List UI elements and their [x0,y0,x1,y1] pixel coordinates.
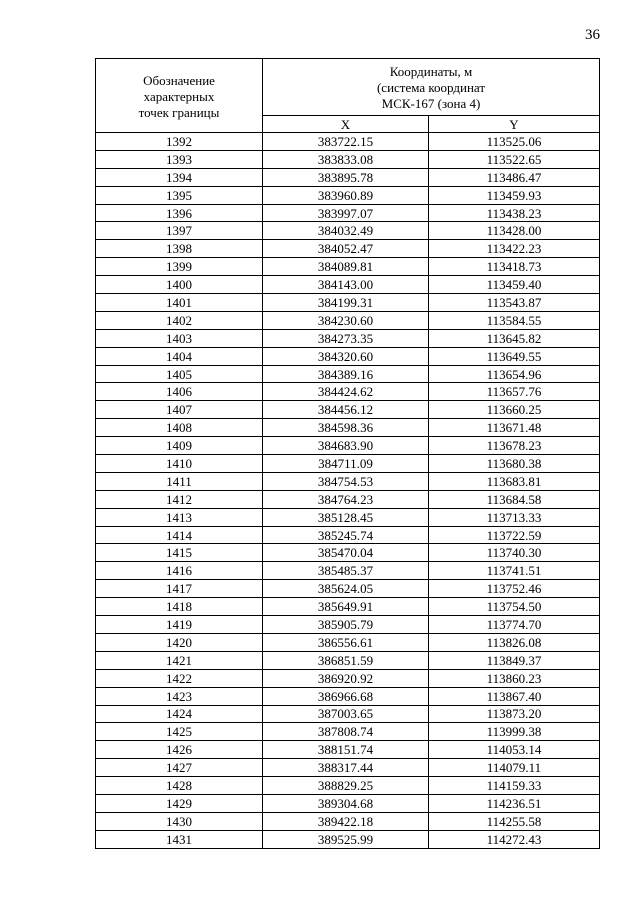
y-cell: 113754.50 [429,598,600,616]
y-cell: 113684.58 [429,490,600,508]
y-cell: 113741.51 [429,562,600,580]
point-cell: 1412 [96,490,263,508]
point-cell: 1407 [96,401,263,419]
x-cell: 383722.15 [263,133,429,151]
header-coords-line-2: (система координат [376,80,486,95]
table-row [96,329,600,347]
table-row [96,633,600,651]
table-row [96,651,600,669]
y-cell: 113774.70 [429,616,600,634]
point-cell: 1401 [96,294,263,312]
y-cell: 113671.48 [429,419,600,437]
y-cell: 113713.33 [429,508,600,526]
x-cell: 384032.49 [263,222,429,240]
x-cell: 384598.36 [263,419,429,437]
point-cell: 1421 [96,651,263,669]
table-row [96,472,600,490]
point-cell: 1394 [96,168,263,186]
x-cell: 389525.99 [263,830,429,848]
y-cell: 113486.47 [429,168,600,186]
table-row [96,204,600,222]
point-cell: 1427 [96,759,263,777]
table-row [96,687,600,705]
table-row [96,830,600,848]
table-row [96,276,600,294]
header-coords-line-3: МСК-167 (зона 4) [381,96,481,111]
y-cell: 113459.40 [429,276,600,294]
table-row [96,794,600,812]
x-cell: 384711.09 [263,455,429,473]
y-cell: 113649.55 [429,347,600,365]
x-cell: 385470.04 [263,544,429,562]
point-cell: 1409 [96,437,263,455]
table-row [96,294,600,312]
y-cell: 114079.11 [429,759,600,777]
table-row [96,580,600,598]
x-cell: 385624.05 [263,580,429,598]
table-row [96,401,600,419]
point-cell: 1399 [96,258,263,276]
table-row [96,222,600,240]
table-row [96,437,600,455]
y-cell: 113740.30 [429,544,600,562]
table-row [96,419,600,437]
table-row [96,133,600,151]
x-cell: 384230.60 [263,311,429,329]
y-cell: 113525.06 [429,133,600,151]
x-cell: 384320.60 [263,347,429,365]
y-cell: 113678.23 [429,437,600,455]
table-row [96,347,600,365]
y-cell: 113584.55 [429,311,600,329]
x-cell: 383833.08 [263,150,429,168]
table-row [96,723,600,741]
y-cell: 113660.25 [429,401,600,419]
table-row [96,150,600,168]
point-cell: 1429 [96,794,263,812]
table-header [96,59,600,133]
x-cell: 386966.68 [263,687,429,705]
y-cell: 113422.23 [429,240,600,258]
point-cell: 1402 [96,311,263,329]
y-cell: 113428.00 [429,222,600,240]
point-cell: 1419 [96,616,263,634]
point-cell: 1426 [96,741,263,759]
table-row [96,562,600,580]
table-row [96,526,600,544]
table-row [96,311,600,329]
x-cell: 384199.31 [263,294,429,312]
x-cell: 383895.78 [263,168,429,186]
point-cell: 1395 [96,186,263,204]
y-cell: 113459.93 [429,186,600,204]
y-cell: 113683.81 [429,472,600,490]
point-cell: 1430 [96,812,263,830]
point-cell: 1411 [96,472,263,490]
x-cell: 383960.89 [263,186,429,204]
x-cell: 384143.00 [263,276,429,294]
x-cell: 384089.81 [263,258,429,276]
y-cell: 113722.59 [429,526,600,544]
point-cell: 1417 [96,580,263,598]
y-cell: 114255.58 [429,812,600,830]
table-row [96,240,600,258]
point-cell: 1392 [96,133,263,151]
y-cell: 114236.51 [429,794,600,812]
y-cell: 113543.87 [429,294,600,312]
point-cell: 1397 [96,222,263,240]
x-cell: 386920.92 [263,669,429,687]
point-cell: 1410 [96,455,263,473]
point-cell: 1423 [96,687,263,705]
x-cell: 384456.12 [263,401,429,419]
x-cell: 385905.79 [263,616,429,634]
x-cell: 386851.59 [263,651,429,669]
y-cell: 113849.37 [429,651,600,669]
header-coords-line-1: Координаты, м [389,64,473,79]
table-row [96,544,600,562]
header-point-line-2: характерных [143,88,215,104]
y-cell: 113873.20 [429,705,600,723]
table-row [96,598,600,616]
table-row [96,168,600,186]
x-cell: 383997.07 [263,204,429,222]
point-cell: 1416 [96,562,263,580]
x-cell: 385485.37 [263,562,429,580]
point-cell: 1422 [96,669,263,687]
y-cell: 113680.38 [429,455,600,473]
y-cell: 113522.65 [429,150,600,168]
table-body [96,133,600,849]
y-cell: 113752.46 [429,580,600,598]
x-cell: 387808.74 [263,723,429,741]
table-row [96,258,600,276]
table-row [96,705,600,723]
point-cell: 1420 [96,633,263,651]
point-cell: 1413 [96,508,263,526]
y-cell: 113438.23 [429,204,600,222]
x-cell: 384764.23 [263,490,429,508]
x-cell: 384683.90 [263,437,429,455]
point-cell: 1404 [96,347,263,365]
y-cell: 113999.38 [429,723,600,741]
y-cell: 114159.33 [429,777,600,795]
y-cell: 114053.14 [429,741,600,759]
y-cell: 113654.96 [429,365,600,383]
y-cell: 113867.40 [429,687,600,705]
header-point-designation [96,59,263,133]
coordinates-table [95,58,600,849]
x-cell: 384754.53 [263,472,429,490]
point-cell: 1403 [96,329,263,347]
point-cell: 1428 [96,777,263,795]
point-cell: 1396 [96,204,263,222]
header-x: X [263,116,429,133]
table-row [96,383,600,401]
y-cell: 114272.43 [429,830,600,848]
x-cell: 388151.74 [263,741,429,759]
point-cell: 1405 [96,365,263,383]
x-cell: 384389.16 [263,365,429,383]
point-cell: 1425 [96,723,263,741]
point-cell: 1431 [96,830,263,848]
x-cell: 389422.18 [263,812,429,830]
page-number: 36 [585,27,600,43]
x-cell: 385649.91 [263,598,429,616]
point-cell: 1414 [96,526,263,544]
table-row [96,365,600,383]
x-cell: 385245.74 [263,526,429,544]
table-row [96,812,600,830]
point-cell: 1408 [96,419,263,437]
x-cell: 385128.45 [263,508,429,526]
table-row [96,508,600,526]
table-row [96,616,600,634]
point-cell: 1393 [96,150,263,168]
table-row [96,669,600,687]
table-row [96,490,600,508]
table-row [96,741,600,759]
table-row [96,186,600,204]
x-cell: 384424.62 [263,383,429,401]
x-cell: 384052.47 [263,240,429,258]
point-cell: 1400 [96,276,263,294]
y-cell: 113657.76 [429,383,600,401]
point-cell: 1424 [96,705,263,723]
header-point-line-1: Обозначение [143,72,215,88]
table-row [96,759,600,777]
y-cell: 113826.08 [429,633,600,651]
header-coordinates [263,59,600,116]
x-cell: 388317.44 [263,759,429,777]
header-y: Y [429,116,600,133]
x-cell: 384273.35 [263,329,429,347]
table-row [96,455,600,473]
header-point-line-3: точек границы [138,104,220,120]
y-cell: 113418.73 [429,258,600,276]
x-cell: 389304.68 [263,794,429,812]
table-row [96,777,600,795]
point-cell: 1418 [96,598,263,616]
x-cell: 388829.25 [263,777,429,795]
point-cell: 1398 [96,240,263,258]
point-cell: 1406 [96,383,263,401]
x-cell: 386556.61 [263,633,429,651]
y-cell: 113645.82 [429,329,600,347]
x-cell: 387003.65 [263,705,429,723]
y-cell: 113860.23 [429,669,600,687]
point-cell: 1415 [96,544,263,562]
